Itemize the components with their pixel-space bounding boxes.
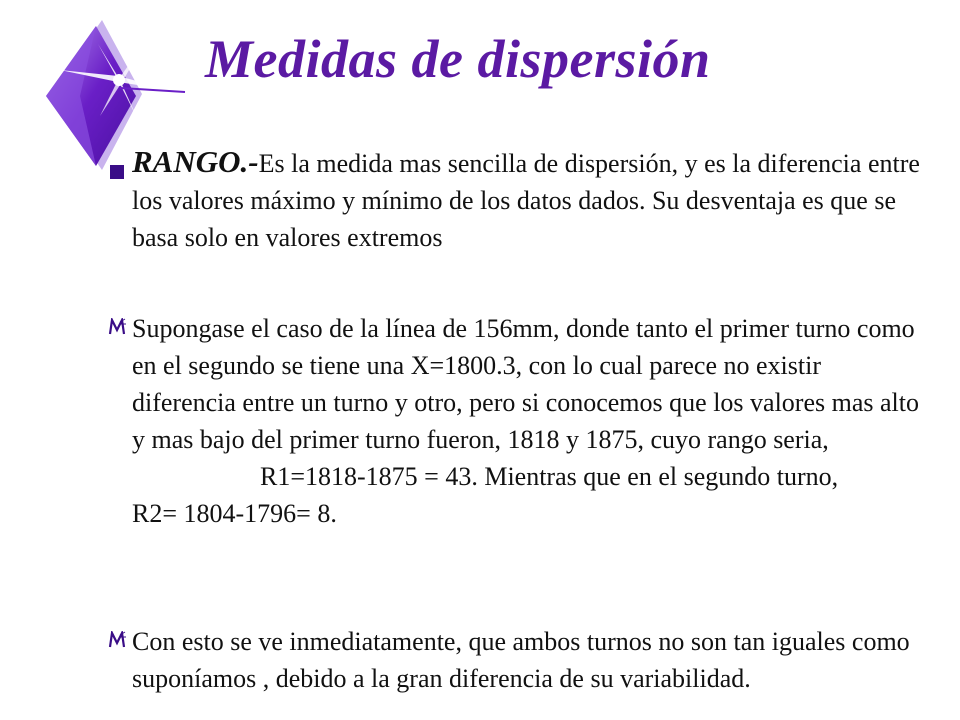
sub-point-1-text-a: Supongase el caso de la línea de 156mm, donde tanto el primer turno como en el segundo se tiene una X=1800.3, con lo cual parece no existir diferencia entre un turno y otro, pero si conocemos que los valores mas alto y mas bajo del primer turno fueron, 1818 y 1875, cuyo rango seria, xyxy=(132,314,919,454)
sub-point-2: Con esto se ve inmediatamente, que ambos turnos no son tan iguales como suponíamos , debido a la gran diferencia de su variabilidad. xyxy=(132,627,910,693)
sub-point-1 xyxy=(132,310,922,532)
formula-r2: R2= 1804-1796= 8. xyxy=(132,499,337,528)
page-title: Medidas de dispersión xyxy=(205,29,711,89)
main-point-text: Es la medida mas sencilla de dispersión, y es la diferencia entre los valores máximo y mínimo de los datos dados. Su desventaja es que se basa solo en valores extremos xyxy=(132,149,920,252)
main-point xyxy=(132,143,922,256)
sparkle-bullet-icon xyxy=(108,631,126,649)
formula-r1: R1=1818-1875 = 43. xyxy=(260,462,478,491)
square-bullet-icon xyxy=(110,165,124,179)
sub-point-1-text-b: Mientras que en el segundo turno, xyxy=(484,462,839,491)
sparkle-bullet-icon xyxy=(108,318,126,336)
main-point-term: RANGO.- xyxy=(132,144,259,179)
